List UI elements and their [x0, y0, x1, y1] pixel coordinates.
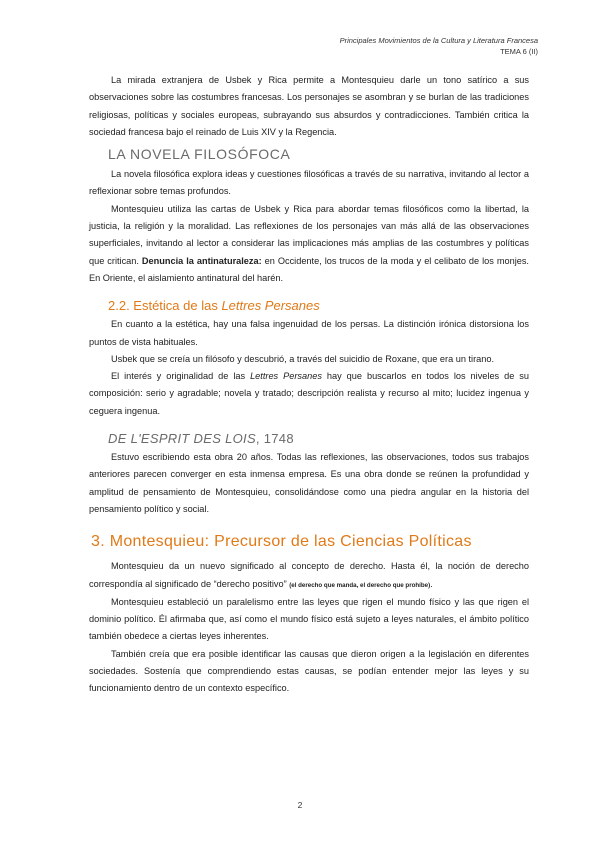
esprit-title-italic: DE L'ESPRIT DES LOIS: [108, 431, 256, 447]
estetica-paragraph-1: En cuanto a la estética, hay una falsa ingenuidad de los persas. La distinción irónica distorsiona los puntos de vista habituales.: [89, 319, 529, 347]
estetica-p3-italic: Lettres Persanes: [250, 371, 322, 382]
precursor-paragraph-2: Montesquieu estableció un paralelismo entre las leyes que rigen el mundo físico y las que rigen el dominio político. Él afirmaba que, así como el mundo físico está sujeto a leyes naturales, el ámbito político también obedece a ciertas leyes inherentes.: [89, 596, 529, 642]
section-heading-esprit: [108, 428, 529, 449]
estetica-title-prefix: 2.2. Estética de las: [108, 298, 222, 314]
estetica-paragraph-3: [89, 368, 529, 420]
section-heading-novela: LA NOVELA FILOSÓFOCA: [108, 146, 291, 163]
precursor-paragraph-1: [89, 558, 529, 594]
novela-p2-bold: Denuncia la antinaturaleza:: [141, 255, 262, 266]
estetica-title-italic: Lettres Persanes: [221, 298, 320, 314]
esprit-title-year: , 1748: [255, 431, 294, 447]
precursor-p1-small: (el derecho que manda, el derecho que prohíbe): [289, 581, 431, 589]
precursor-paragraph-3: También creía que era posible identificar las causas que dieron origen a la legislación en diferentes sociedades. Sostenía que comprendiendo estas causas, se podían entender mejor las leyes y su funcionamiento dentro de un contexto específico.: [89, 648, 529, 694]
page-body: [89, 72, 529, 698]
esprit-paragraph-1: Estuvo escribiendo esta obra 20 años. Todas las reflexiones, las observaciones, todos sus trabajos anteriores parecen converger en esta inmensa empresa. Es una obra donde se reúnen la profundidad y amplitud de pensamiento de Montesquieu, consolidándose como una piedra angular en la historia del pensamiento político y social.: [89, 452, 529, 514]
novela-p2-text-end: en Occidente, los trucos de la moda y el celibato de los monjes. En Oriente, el aislamiento antinatural del harén.: [89, 255, 529, 283]
novela-paragraph-2: [89, 201, 529, 287]
section-heading-precursor: 3. Montesquieu: Precursor de las Ciencias Políticas: [91, 533, 472, 551]
page-number: 2: [297, 800, 303, 810]
header-course-title: Principales Movimientos de la Cultura y Literatura Francesa: [339, 36, 538, 45]
header-topic: TEMA 6 (II): [500, 47, 538, 56]
section-heading-estetica: [108, 295, 529, 316]
novela-p2-text: Montesquieu utiliza las cartas de Usbek y Rica para abordar temas filosóficos como la libertad, la justicia, la religión y la moralidad. Las reflexiones de los personajes van más allá de las observaciones superficiales, invitando al lector a considerar las implicaciones más amplias de las costumbres y políticas que critican.: [89, 203, 529, 266]
intro-paragraph: La mirada extranjera de Usbek y Rica permite a Montesquieu darle un tono satírico a sus observaciones sobre las costumbres francesas. Los personajes se asombran y se burlan de las tradiciones religiosas, políticas y sociales europeas, subrayando sus absurdos y contradicciones. También critica la sociedad francesa bajo el reinado de Luis XIV y la Regencia.: [89, 75, 529, 137]
novela-paragraph-1: La novela filosófica explora ideas y cuestiones filosóficas a través de su narrativa, invitando al lector a reflexionar sobre temas profundos.: [89, 169, 529, 197]
precursor-p1-end: .: [430, 578, 433, 589]
estetica-paragraph-2: Usbek que se creía un filósofo y descubrió, a través del suicidio de Roxane, que era un tirano.: [111, 353, 495, 364]
estetica-p3-text: El interés y originalidad de las: [111, 371, 251, 382]
estetica-p3-text-end: hay que buscarlos en todos los niveles de su composición: serio y agradable; novela y tratado; descripción realista y recurso al mito; lucidez ingenua y ceguera ingenua.: [89, 371, 529, 416]
precursor-p1-text: Montesquieu da un nuevo significado al concepto de derecho. Hasta él, la noción de derecho correspondía al significado de “derecho positivo”: [89, 561, 529, 589]
running-header: [340, 35, 538, 57]
